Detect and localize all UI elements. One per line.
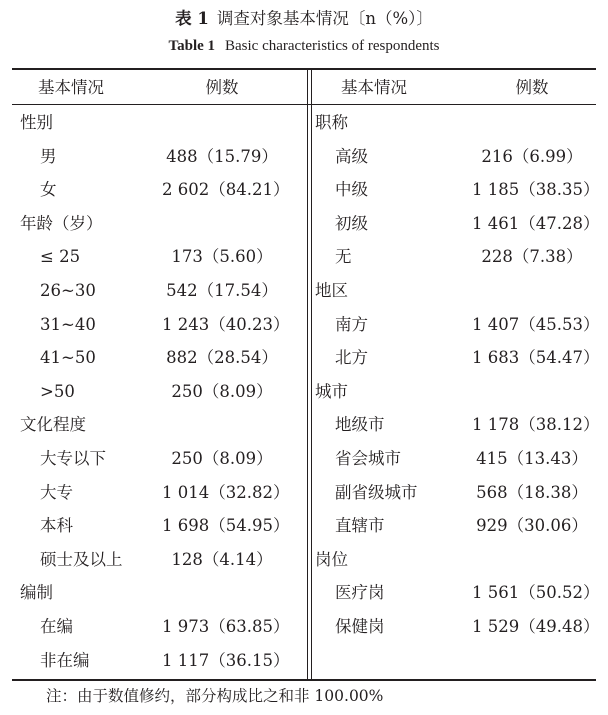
table-title-cn [0, 6, 608, 32]
row-sub-label: 大专 [40, 482, 73, 502]
row-value: 1 698（54.95） [162, 516, 290, 536]
header-right-value: 例数 [515, 78, 549, 97]
table-header-row [12, 71, 596, 105]
row-value: 216（6.99） [481, 146, 583, 166]
row-value: 1 529（49.48） [472, 617, 600, 636]
table-row [12, 173, 600, 207]
row-sub-label: 副省级城市 [335, 482, 418, 502]
table-row [12, 442, 596, 476]
row-sub-label: >50 [40, 381, 75, 401]
row-category-label: 地区 [315, 281, 348, 300]
row-value: 542（17.54） [166, 281, 278, 300]
row-sub-label: 女 [40, 180, 57, 200]
table-row [12, 610, 600, 644]
row-value: 415（13.43） [476, 449, 588, 468]
row-category-label: 文化程度 [20, 415, 86, 435]
row-sub-label: 无 [335, 247, 352, 267]
table-row [12, 207, 600, 241]
row-value: 1 117（36.15） [162, 650, 290, 670]
table-row [12, 341, 600, 375]
row-sub-label: 大专以下 [40, 449, 106, 468]
table-top-rule [12, 68, 596, 70]
row-sub-label: 26~30 [40, 281, 96, 300]
row-category-label: 职称 [315, 113, 348, 132]
table-row [12, 274, 596, 308]
row-sub-label: 男 [40, 146, 57, 166]
row-category-label: 城市 [315, 381, 348, 401]
table-row [12, 308, 600, 342]
table-row [12, 240, 596, 274]
row-category-label: 岗位 [315, 549, 348, 569]
table-title-en-text: Basic characteristics of respondents [225, 38, 440, 54]
table-row [12, 543, 596, 577]
table-label-en: Table 1 [168, 38, 216, 54]
row-value: 1 407（45.53） [472, 314, 600, 334]
header-right-name: 基本情况 [341, 78, 407, 97]
table-footnote: 注：由于数值修约，部分构成比之和非 100.00% [46, 687, 384, 705]
row-sub-label: 北方 [335, 348, 368, 368]
table-row [12, 576, 600, 610]
row-value: 1 178（38.12） [472, 415, 600, 435]
row-category-label: 编制 [20, 583, 53, 603]
row-sub-label: 医疗岗 [335, 583, 385, 603]
row-sub-label: 中级 [335, 180, 368, 200]
header-left-name: 基本情况 [38, 78, 104, 97]
table-row [12, 509, 596, 543]
row-category-label: 性别 [20, 113, 53, 132]
row-sub-label: 高级 [335, 146, 368, 166]
table-row [12, 140, 596, 174]
table-title-en [0, 34, 608, 58]
row-sub-label: ≤ 25 [40, 247, 81, 267]
table-title-cn-text: 调查对象基本情况〔n（%）〕 [216, 9, 433, 28]
table-row [12, 408, 600, 442]
row-sub-label: 省会城市 [335, 449, 401, 468]
row-value: 1 461（47.28） [472, 213, 600, 233]
row-sub-label: 初级 [335, 213, 368, 233]
row-sub-label: 直辖市 [335, 516, 385, 536]
row-value: 250（8.09） [171, 449, 273, 468]
header-left-value: 例数 [205, 78, 239, 97]
row-sub-label: 保健岗 [335, 617, 385, 636]
row-value: 128（4.14） [171, 549, 273, 569]
row-sub-label: 41~50 [40, 348, 96, 368]
row-value: 228（7.38） [481, 247, 583, 267]
table-row [12, 644, 596, 678]
row-sub-label: 地级市 [335, 415, 385, 435]
table-row [12, 375, 596, 409]
row-value: 929（30.06） [476, 516, 588, 536]
row-category-label: 年龄（岁） [20, 213, 103, 233]
row-sub-label: 南方 [335, 314, 368, 334]
row-value: 882（28.54） [166, 348, 278, 368]
row-value: 1 973（63.85） [162, 617, 290, 636]
table-bottom-rule [12, 679, 596, 681]
row-value: 1 014（32.82） [162, 482, 290, 502]
table-row [12, 476, 596, 510]
row-value: 1 185（38.35） [472, 180, 600, 200]
row-sub-label: 非在编 [40, 650, 90, 670]
row-value: 568（18.38） [476, 482, 588, 502]
row-sub-label: 31~40 [40, 314, 96, 334]
row-value: 488（15.79） [166, 146, 278, 166]
row-value: 250（8.09） [171, 381, 273, 401]
row-sub-label: 在编 [40, 617, 73, 636]
row-sub-label: 本科 [40, 516, 73, 536]
row-sub-label: 硕士及以上 [40, 549, 123, 569]
table-label-cn: 表 1 [175, 9, 209, 28]
row-value: 1 561（50.52） [472, 583, 600, 603]
table-row [12, 106, 596, 140]
row-value: 1 243（40.23） [162, 314, 290, 334]
row-value: 1 683（54.47） [472, 348, 600, 368]
row-value: 2 602（84.21） [162, 180, 290, 200]
row-value: 173（5.60） [171, 247, 273, 267]
